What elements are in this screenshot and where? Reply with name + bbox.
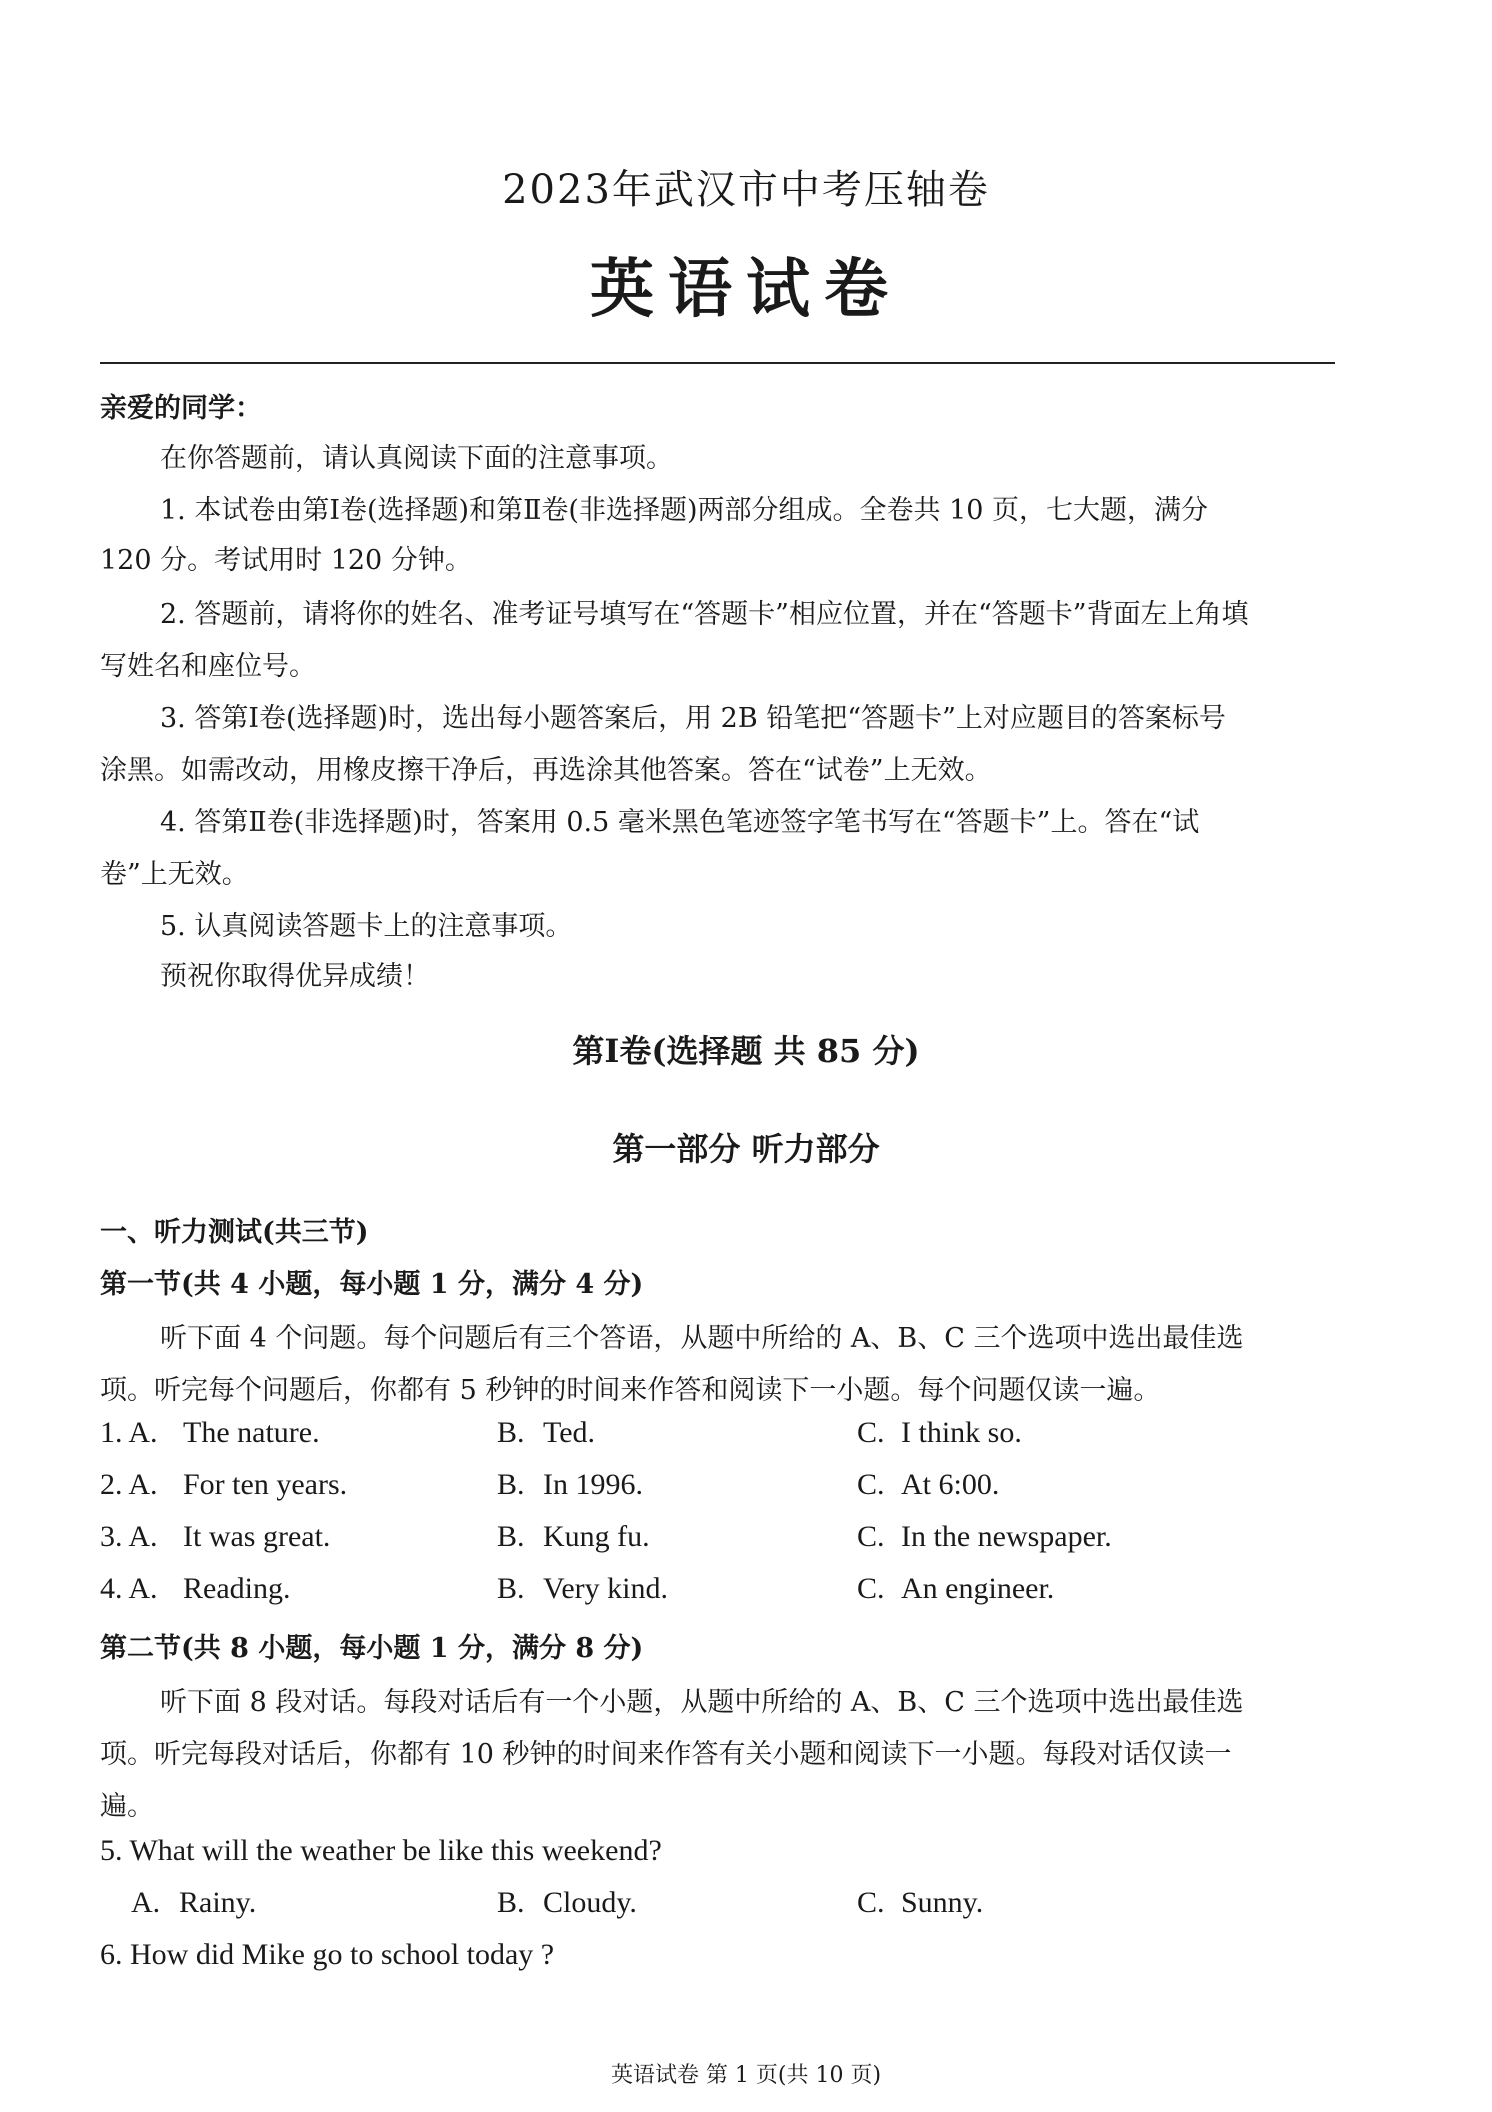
question-4-option-b-label: B. xyxy=(497,1572,525,1605)
section-1-instruction-line-1: 听下面 4 个问题。每个问题后有三个答语，从题中所给的 A、B、C 三个选项中选出最佳选 xyxy=(160,1323,1244,1354)
question-1-option-c: I think so. xyxy=(901,1416,1022,1449)
question-5-stem: 5. What will the weather be like this weekend? xyxy=(100,1834,662,1867)
notice-item-3-line-2: 涂黑。如需改动，用橡皮擦干净后，再选涂其他答案。答在“试卷”上无效。 xyxy=(100,755,992,786)
section-2-instruction-line-1: 听下面 8 段对话。每段对话后有一个小题，从题中所给的 A、B、C 三个选项中选出最佳选 xyxy=(160,1687,1244,1718)
question-1-option-a: The nature. xyxy=(183,1416,320,1449)
notice-item-2-line-1: 2. 答题前，请将你的姓名、准考证号填写在“答题卡”相应位置，并在“答题卡”背面左上角填 xyxy=(160,599,1249,630)
volume-1-title: 第Ⅰ卷(选择题 共 85 分) xyxy=(572,1032,920,1070)
notice-item-5: 5. 认真阅读答题卡上的注意事项。 xyxy=(160,911,573,942)
question-3-number: 3. A. xyxy=(100,1520,158,1553)
question-2-option-b: In 1996. xyxy=(543,1468,643,1501)
question-5-option-c: Sunny. xyxy=(901,1886,984,1919)
section-2-instruction-line-2: 项。听完每段对话后，你都有 10 秒钟的时间来作答有关小题和阅读下一小题。每段对话仅读一 xyxy=(100,1739,1232,1770)
question-4-option-c: An engineer. xyxy=(901,1572,1055,1605)
subject-title: 英语试卷 xyxy=(590,252,902,327)
listening-heading: 一、听力测试(共三节) xyxy=(100,1217,369,1248)
notice-item-4-line-2: 卷”上无效。 xyxy=(100,859,249,890)
question-2-option-c: At 6:00. xyxy=(901,1468,1000,1501)
question-3-option-c-label: C. xyxy=(857,1520,885,1553)
question-5-option-a-label: A. xyxy=(131,1886,161,1919)
question-2-option-b-label: B. xyxy=(497,1468,525,1501)
notice-item-4-line-1: 4. 答第Ⅱ卷(非选择题)时，答案用 0.5 毫米黑色笔迹签字笔书写在“答题卡”上。答在“试 xyxy=(160,807,1200,838)
question-4-number: 4. A. xyxy=(100,1572,158,1605)
part-1-title: 第一部分 听力部分 xyxy=(612,1130,880,1168)
exam-title: 2023年武汉市中考压轴卷 xyxy=(502,167,990,213)
header-divider xyxy=(100,362,1335,364)
notice-item-1-line-1: 1. 本试卷由第Ⅰ卷(选择题)和第Ⅱ卷(非选择题)两部分组成。全卷共 10 页，七大题，满分 xyxy=(160,495,1209,526)
question-5-option-b: Cloudy. xyxy=(543,1886,637,1919)
question-6-stem: 6. How did Mike go to school today ? xyxy=(100,1938,555,1971)
question-2-option-c-label: C. xyxy=(857,1468,885,1501)
section-2-instruction-line-3: 遍。 xyxy=(100,1791,154,1822)
question-3-option-c: In the newspaper. xyxy=(901,1520,1112,1553)
question-3-option-b: Kung fu. xyxy=(543,1520,650,1553)
page-footer: 英语试卷 第 1 页(共 10 页) xyxy=(610,2063,882,2088)
question-2-option-a: For ten years. xyxy=(183,1468,348,1501)
question-2-number: 2. A. xyxy=(100,1468,158,1501)
notice-intro: 在你答题前，请认真阅读下面的注意事项。 xyxy=(160,443,673,474)
question-3-option-b-label: B. xyxy=(497,1520,525,1553)
notice-item-1-line-2: 120 分。考试用时 120 分钟。 xyxy=(100,545,472,576)
section-2-title: 第二节(共 8 小题，每小题 1 分，满分 8 分) xyxy=(100,1633,644,1664)
question-1-option-b-label: B. xyxy=(497,1416,525,1449)
question-3-option-a: It was great. xyxy=(183,1520,331,1553)
question-1-number: 1. A. xyxy=(100,1416,158,1449)
question-5-option-a: Rainy. xyxy=(179,1886,257,1919)
question-4-option-a: Reading. xyxy=(183,1572,291,1605)
notice-greeting: 亲爱的同学： xyxy=(100,393,262,424)
notice-item-2-line-2: 写姓名和座位号。 xyxy=(100,651,316,682)
section-1-instruction-line-2: 项。听完每个问题后，你都有 5 秒钟的时间来作答和阅读下一小题。每个问题仅读一遍。 xyxy=(100,1375,1161,1406)
notice-wish: 预祝你取得优异成绩！ xyxy=(160,961,430,992)
question-1-option-c-label: C. xyxy=(857,1416,885,1449)
section-1-title: 第一节(共 4 小题，每小题 1 分，满分 4 分) xyxy=(100,1269,644,1300)
question-4-option-c-label: C. xyxy=(857,1572,885,1605)
question-5-option-c-label: C. xyxy=(857,1886,885,1919)
question-4-option-b: Very kind. xyxy=(543,1572,668,1605)
question-5-option-b-label: B. xyxy=(497,1886,525,1919)
question-1-option-b: Ted. xyxy=(543,1416,596,1449)
notice-item-3-line-1: 3. 答第Ⅰ卷(选择题)时，选出每小题答案后，用 2B 铅笔把“答题卡”上对应题目的答案标号 xyxy=(160,703,1226,734)
